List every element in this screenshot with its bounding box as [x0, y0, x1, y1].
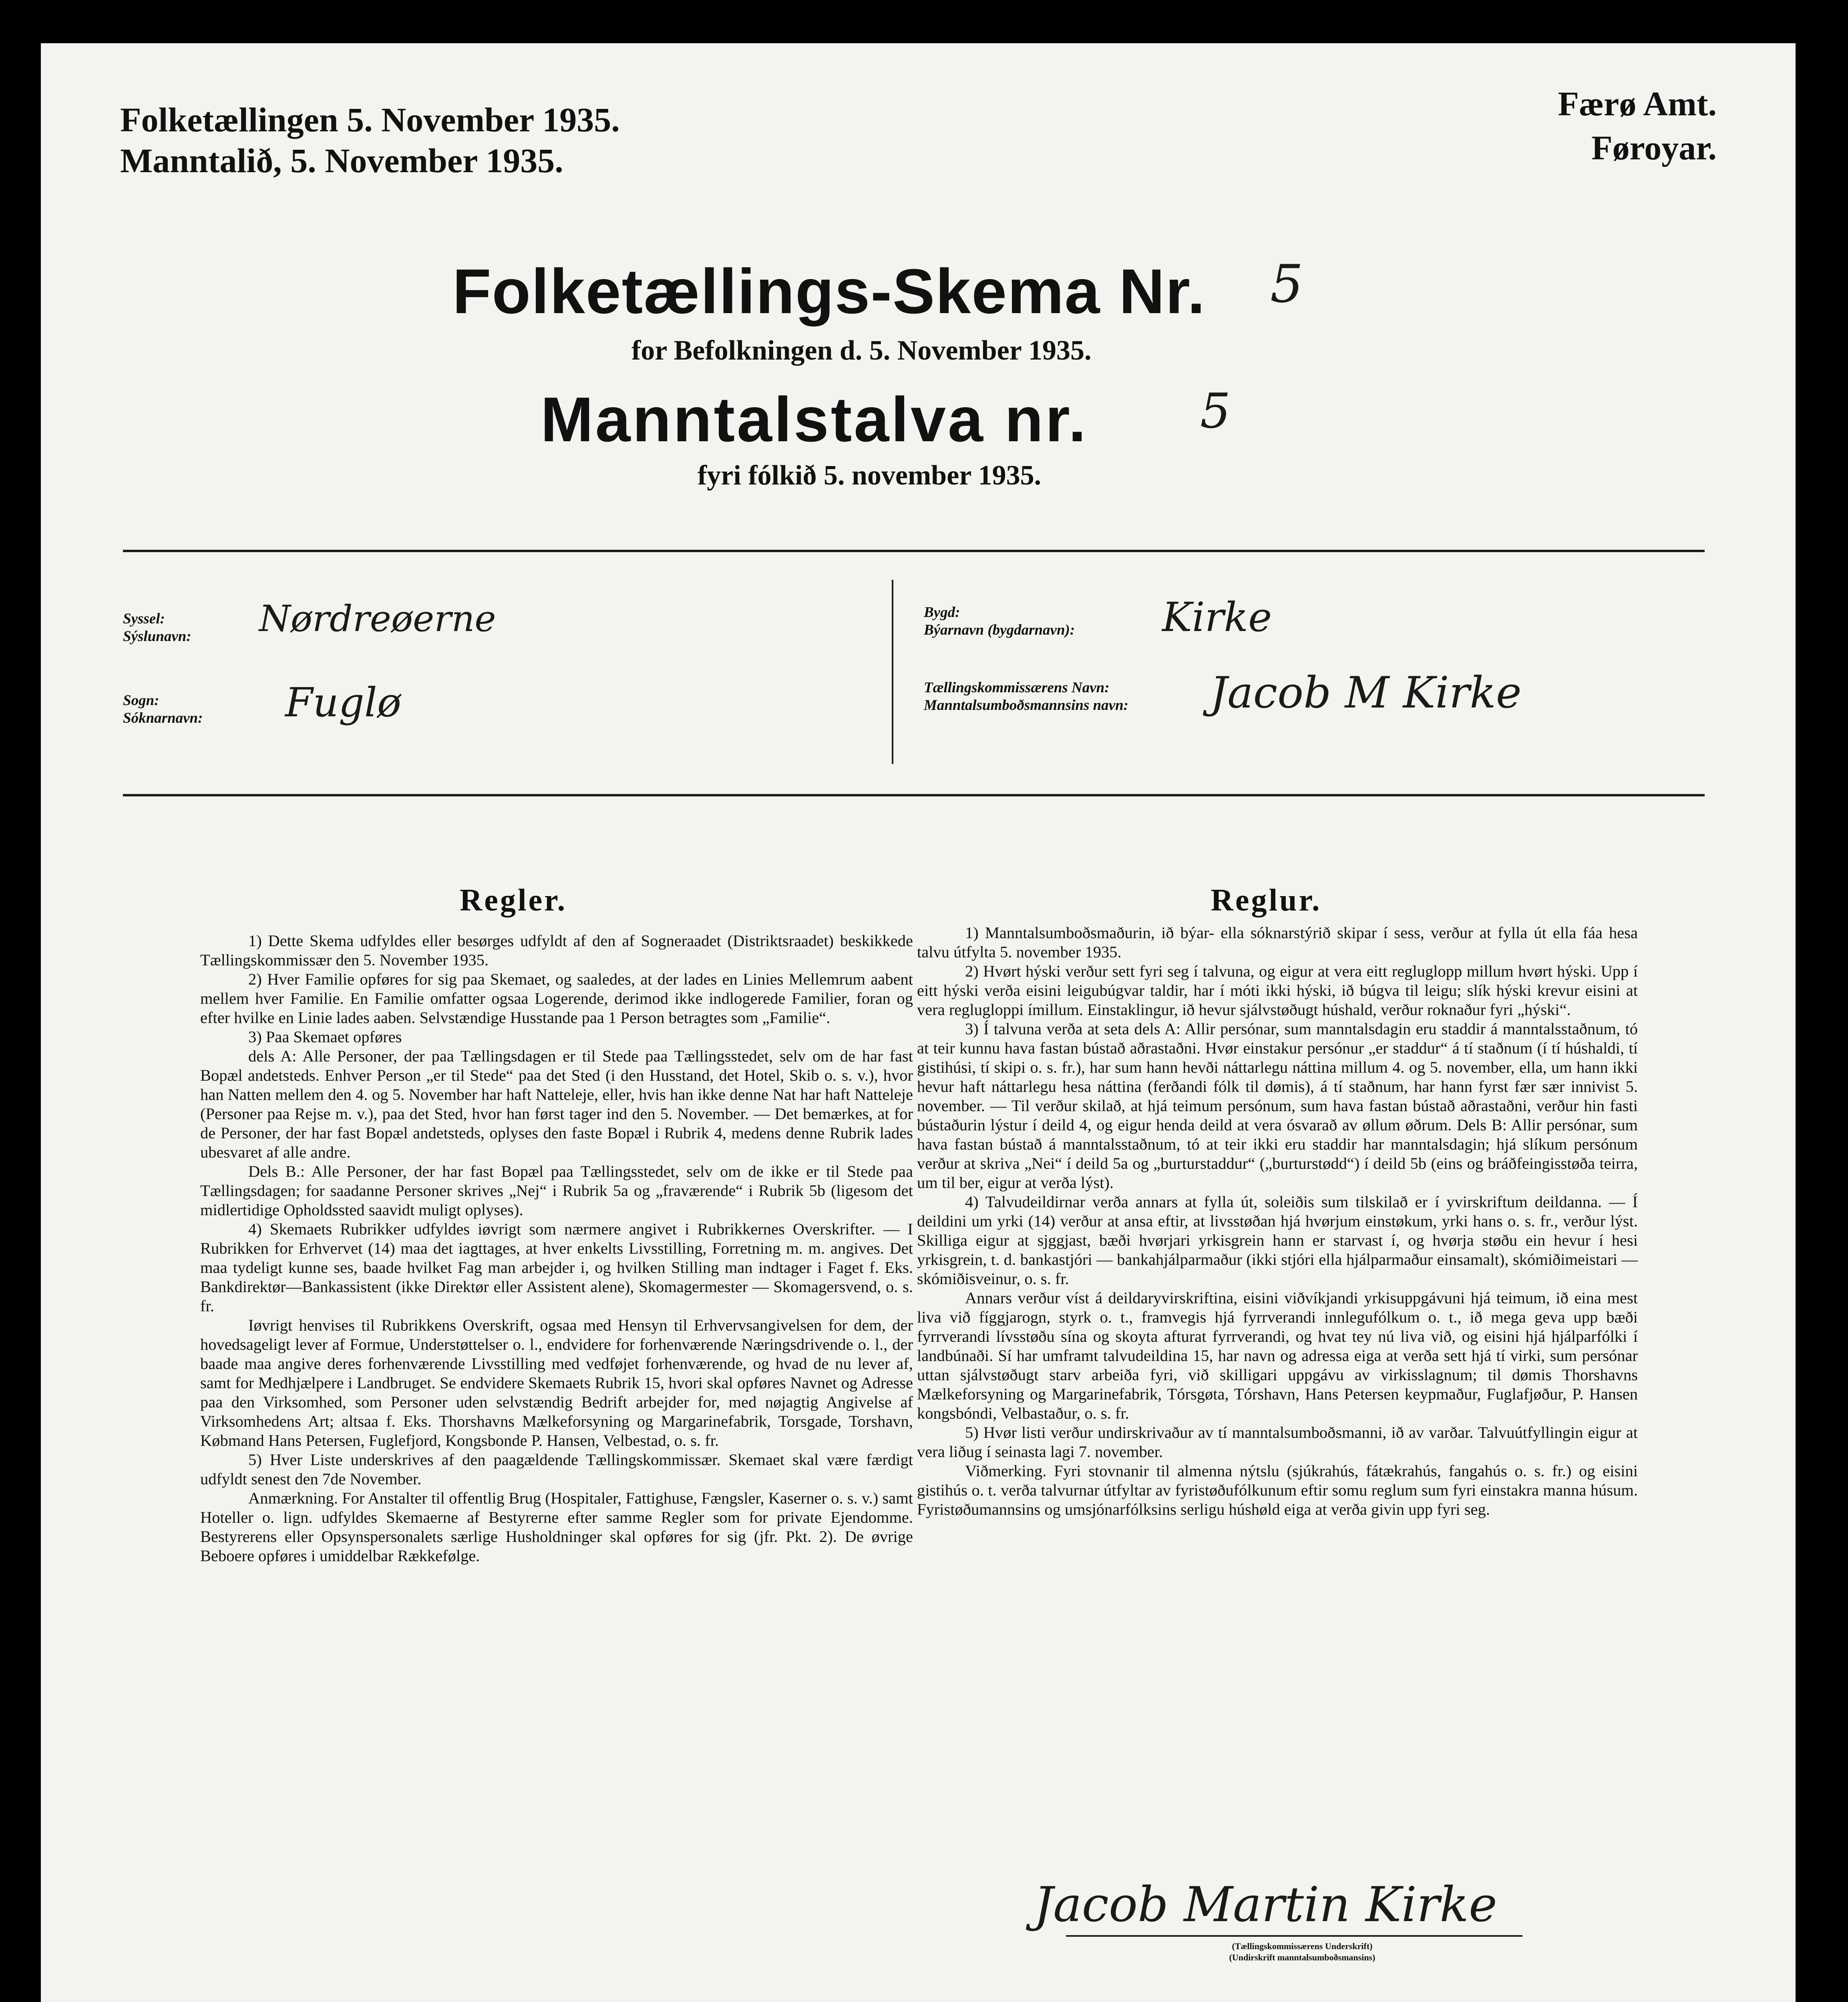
handwritten-talva-number: 5 — [1200, 384, 1231, 439]
reglur-item-1: 1) Manntalsumboðsmaðurin, ið býar- ella sóknarstýrið skipar í sess, verður at fylla út ella fáa hesa talvu útfylta 5. november 1935. — [917, 924, 1638, 961]
regler-item-2: 2) Hver Familie opføres for sig paa Skemaet, og saaledes, at der lades en Linies Mellemrum aabent mellem hver Familie. En Familie omfatter ogsaa Logerende, derimod ikke indlogerede Familier, foran og efter hvilke en Linie lades aaben. Selvstændige Husstande paa 1 Person betragtes som „Familie“. — [200, 970, 913, 1027]
reglur-item-4b: Annars verður víst á deildaryvirskriftina, eisini viðvíkjandi yrkisuppgávuni hjá teimum, ið eina mest liva við fíggjarogn, styrk o. t., framvegis hjá fyrrverandi innlegufólkum o. t., ið mega geva upp bæði fyrrverandi lívsstøðu sína og skoyta afturat fyrrverandi, og hvat tey nú liva við, og eisini hjá hjálparfólki í landbúnaði. Sí har umframt talvudeildina 15, har navn og adressa eiga at verða sett hjá tí virki, sum persónar uttan sjálvstøðugt starv arbeiða fyri, við skilligari uppgávu av virkisslagnum; til dømis Thorshavns Mælkeforsyning og Margarinefabrik, Tórsgøta, Tórshavn, Hans Petersen keypmaður, Fuglafjøður, P. Hansen kongsbóndi, Velbastaður, o. s. fr. — [917, 1289, 1638, 1422]
syssel-label: Syssel: Sýslunavn: — [123, 611, 191, 645]
kommissaer-label: Tællingskommissærens Navn: Manntalsumboðsmannsins navn: — [924, 679, 1129, 714]
subtitle-folkid: fyri fólkið 5. november 1935. — [698, 460, 1042, 491]
regler-anmaerkning: Anmærkning. For Anstalter til offentlig Brug (Hospitaler, Fattighuse, Fængsler, Kaserner o. s. v.) samt Hoteller o. lign. udfyldes Skemaerne af Bestyrerne efter samme Regler som for private Ejendomme. Bestyrerens eller Opsynspersonalets særlige Husholdninger skal opføres for sig (jfr. Pkt. 2). De øvrige Beboere opføres i umiddelbar Rækkefølge. — [200, 1489, 913, 1565]
reglur-item-3: 3) Í talvuna verða at seta dels A: Allir persónar, sum manntalsdagin eru staddir á manntalsstaðnum, tó at teir kunnu hava fastan bústað aðrastaðni. Hvør einstakur persónur „er staddur“ á tí staðnum (í tí húshaldi, tí gistihúsi, tí skipi o. s. fr.), har sum hann hevði náttarlegu náttina millum 4. og 5. november, ella, um hann ikki hevur haft náttarlegu hesa náttina (ferðandi fólk til dømis), á tí staðnum, har hann fyrst fær sær innivist 5. november. — Til verður skilað, at hjá teimum persónum, sum hava fastan bústað aðrastaðni, verður hin fasti bústaðurin lýstur í deild 4, og eigur henda deild at vera ósvarað av øllum øðrum. Dels B: Allir persónar, sum hava fastan bústað á manntalsstaðnum, tó at teir ikki eru staddir har manntalsdagin; hjá slíkum persónum verður at skriva „Nei“ í deild 5a og „burturstaddur“ („burturstødd“) í deild 5b (eins og bráðfeingisstøða teirra, um til ber, eigur at verða lýst). — [917, 1020, 1638, 1192]
top-divider — [123, 550, 1705, 552]
reglur-text — [917, 923, 1638, 1519]
reglur-vidmerking: Viðmerking. Fyri stovnanir til almenna nýtslu (sjúkrahús, fátækrahús, fangahús o. s. fr.) og eisini gistihús o. t. verða talvurnar útfyltar av fyristøðufólkunum eftir somu reglum sum fyri einstakra manna húsum. Fyristøðumannsins og umsjónarfólksins serligu húshøld eiga at verða givin upp fyri seg. — [917, 1462, 1638, 1518]
signature-caption-1: (Tællingskommissærens Underskrift) — [1232, 1941, 1373, 1951]
field-column-divider — [892, 580, 893, 764]
handwritten-schema-number: 5 — [1270, 253, 1303, 314]
bygd-label: Bygd: Býarnavn (bygdarnavn): — [924, 604, 1075, 638]
regler-title: Regler. — [459, 882, 567, 917]
signature-line — [1066, 1935, 1522, 1937]
title-manntalstalva: Manntalstalva nr. — [541, 384, 1088, 455]
regler-text — [200, 931, 913, 1566]
subtitle-befolkningen: for Befolkningen d. 5. November 1935. — [631, 335, 1092, 366]
regler-item-3a: dels A: Alle Personer, der paa Tællingsdagen er til Stede paa Tællingsstedet, selv om de har fast Bopæl andetsteds. Enhver Person „er til Stede“ paa det Sted (i den Husstand, det Hotel, Skib o. s. v.), hvor han Natten mellem den 4. og 5. November har haft Natteleje, eller, hvis han ikke denne Nat har haft Natteleje (Personer paa Rejse m. v.), paa det Sted, hvor han først tager ind den 5. November. — Det bemærkes, at for de Personer, der har fast Bopæl andetsteds, oplyses den faste Bopæl i Rubrik 4, medens denne Rubrik lades ubesvaret af alle andre. — [200, 1047, 913, 1161]
syssel-value: Nørdreøerne — [259, 598, 496, 640]
signature-caption-2: (Undirskrift manntalsumboðsmansins) — [1229, 1952, 1375, 1962]
census-form-page — [41, 43, 1796, 2002]
kommissaer-value: Jacob M Kirke — [1210, 668, 1522, 718]
regler-item-5: 5) Hver Liste underskrives af den paagældende Tællingskommissær. Skemaet skal være færdigt udfyldt senest den 7de November. — [200, 1451, 913, 1488]
header-right-line2: Føroyar. — [1591, 129, 1717, 167]
sogn-value: Fuglø — [285, 679, 401, 726]
bottom-divider — [123, 794, 1705, 796]
regler-item-1: 1) Dette Skema udfyldes eller besørges udfyldt af den af Sogneraadet (Distriktsraadet) beskikkede Tællingskommissær den 5. November 1935. — [200, 932, 913, 969]
regler-item-3b: Dels B.: Alle Personer, der har fast Bopæl paa Tællingsstedet, selv om de ikke er til Stede paa Tællingsdagen; for saadanne Personer skrives „Nej“ i Rubrik 5a og „fraværende“ i Rubrik 5b (ligesom det midlertidige Opholdssted saavidt muligt oplyses). — [200, 1162, 913, 1219]
sogn-label: Sogn: Sóknarnavn: — [123, 692, 203, 726]
reglur-item-5: 5) Hvør listi verður undirskrivaður av tí manntalsumboðsmanni, ið av varðar. Talvuútfyllingin eigur at vera liðug í seinasta lagi 7. november. — [917, 1423, 1638, 1461]
reglur-title: Reglur. — [1211, 882, 1322, 917]
header-left-line2: Manntalið, 5. November 1935. — [120, 141, 563, 180]
regler-item-3: 3) Paa Skemaet opføres — [248, 1028, 402, 1046]
title-folketaellings-skema: Folketællings-Skema Nr. — [452, 256, 1206, 327]
reglur-item-2: 2) Hvørt hýski verður sett fyri seg í talvuna, og eigur at vera eitt regluglopp millum hvørt hýski. Upp í eitt hýski verða eisini leigubúgvar taldir, har í móti ikki hýski, ið búgva til leigu; slík hýski krevur eisini at vera reglugloppi ímillum. Einstaklingur, ið hevur sjálvstøðugt húshald, verður roknaður fyri „hýski“. — [917, 962, 1638, 1019]
signature-handwriting: Jacob Martin Kirke — [1034, 1877, 1497, 1933]
header-right-line1: Færø Amt. — [1558, 84, 1717, 123]
header-left-line1: Folketællingen 5. November 1935. — [120, 101, 620, 139]
regler-item-4b: Iøvrigt henvises til Rubrikkens Overskrift, ogsaa med Hensyn til Erhvervsangivelsen for dem, der hovedsageligt lever af Formue, Understøttelser o. l., endvidere for forhenværende Næringsdrivende o. l., der baade maa angive deres forhenværende Livsstilling med vedføjet forhenværende, og hvad de nu lever af, samt for Medhjælpere i Landbruget. Se endvidere Skemaets Rubrik 15, hvori skal opføres Navnet og Adresse paa den Virksomhed, som Personer uden selvstændig Bedrift arbejder for, med nøjagtig Angivelse af Virksomhedens Art; altsaa f. Eks. Thorshavns Mælkeforsyning og Margarinefabrik, Torsgade, Torshavn, Købmand Hans Petersen, Fuglefjord, Kongsbonde P. Hansen, Velbestad, o. s. fr. — [200, 1316, 913, 1449]
bygd-value: Kirke — [1162, 594, 1272, 641]
regler-item-4: 4) Skemaets Rubrikker udfyldes iøvrigt som nærmere angivet i Rubrikkernes Overskrifter. — I Rubrikken for Erhvervet (14) maa det iagttages, at hver enkelts Livsstilling, Forretning m. m. angives. Det maa tydeligt kunne ses, baade hvilket Fag man arbejder i, og hvilken Stilling man indtager i Faget f. Eks. Bankdirektør—Bankassistent (ikke Direktør eller Assistent alene), Skomagermester — Skomagersvend, o. s. fr. — [200, 1220, 913, 1315]
reglur-item-4: 4) Talvudeildirnar verða annars at fylla út, soleiðis sum tilskilað er í yvirskriftum deildanna. — Í deildini um yrki (14) verður at ansa eftir, at livsstøðan hjá hvørjum einstøkum, yrki hans o. s. fr., verður lýst. Skilliga eigur at sjggjast, bæði hvørjari yrkisgrein hann er starvast í, og hvørja støðu ein hevur í hesi yrkisgrein, t. d. bankastjóri — bankahjálparmaður (ikki stjóri ella hjálparmaður einsamalt), skómiðimeistari — skómiðisveinur, o. s. fr. — [917, 1193, 1638, 1288]
